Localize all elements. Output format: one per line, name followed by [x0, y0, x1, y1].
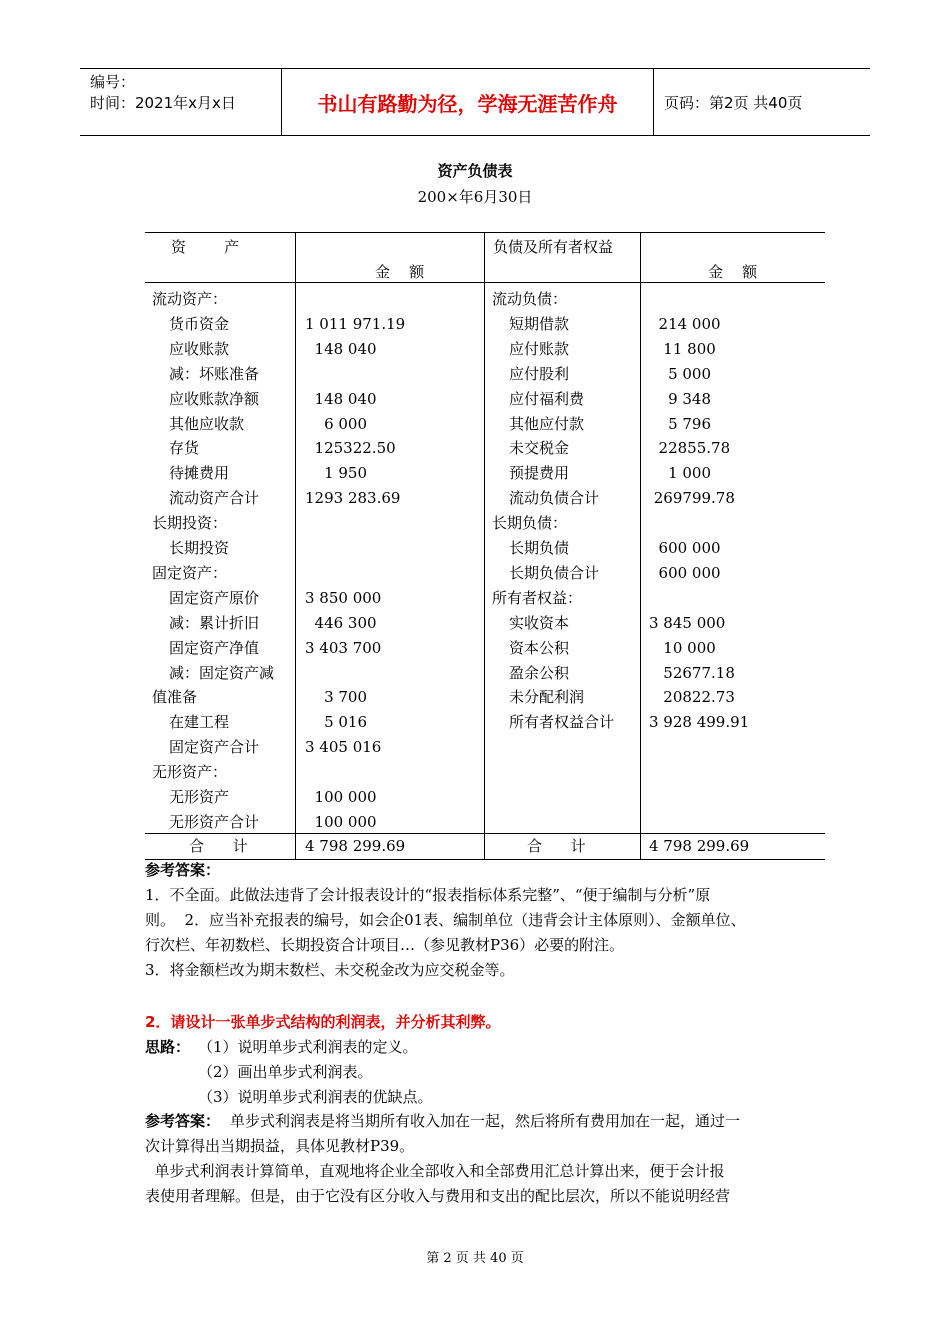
page-header [80, 68, 870, 136]
column-divider [295, 233, 296, 859]
right-row-label: 短期借款 [509, 314, 570, 333]
left-row-label: 应收账款 [169, 339, 230, 358]
left-row-amount: 446 300 [305, 613, 377, 632]
head-assets: 资 产 [171, 238, 240, 256]
left-row-amount: 3 403 700 [305, 638, 382, 657]
right-row-label: 长期负债合计 [509, 563, 600, 582]
head-liabilities-equity: 负债及所有者权益 [493, 238, 614, 256]
answer1-heading: 参考答案： [145, 861, 221, 879]
header-page-info: 页码：第2页 共40页 [664, 93, 803, 112]
left-row-amount: 3 850 000 [305, 588, 382, 607]
left-row-label: 货币资金 [169, 314, 230, 333]
thinking-label: 思路： [145, 1038, 191, 1056]
column-divider [484, 233, 485, 859]
left-row-label: 减：固定资产减 [169, 663, 275, 682]
answer1-line: 1．不全面。此做法违背了会计报表设计的“报表指标体系完整”、“便于编制与分析”原 [145, 886, 711, 904]
left-row-amount: 1293 283.69 [305, 489, 401, 508]
right-row-amount: 5 796 [649, 414, 712, 433]
total-right-amount: 4 798 299.69 [649, 837, 750, 855]
answer2-paragraph-line: 单步式利润表计算简单，直观地将企业全部收入和全部费用汇总计算出来，便于会计报 [145, 1162, 725, 1180]
left-row-label: 长期投资： [152, 514, 228, 533]
right-row-label: 所有者权益： [492, 588, 583, 607]
total-left-amount: 4 798 299.69 [305, 837, 406, 855]
left-row-amount: 148 040 [305, 339, 377, 358]
sheet-title: 资产负债表 [437, 162, 513, 180]
right-row-amount: 214 000 [649, 314, 721, 333]
header-motto: 书山有路勤为径，学海无涯苦作舟 [282, 69, 654, 135]
right-row-label: 预提费用 [509, 464, 570, 483]
left-row-label: 存货 [169, 439, 200, 458]
left-row-label: 固定资产净值 [169, 638, 260, 657]
left-row-amount: 125322.50 [305, 439, 396, 458]
answer2-label: 参考答案： [145, 1112, 221, 1130]
right-row-label: 实收资本 [509, 613, 570, 632]
left-row-label: 无形资产 [169, 788, 230, 806]
answer2-line: 次计算得出当期损益，具体见教材P39。 [145, 1137, 415, 1155]
left-row-label: 流动资产合计 [169, 489, 260, 508]
left-row-label: 减：坏账准备 [169, 364, 260, 383]
left-row-amount: 1 011 971.19 [305, 314, 406, 333]
right-row-label: 长期负债： [492, 514, 568, 533]
right-row-amount: 3 845 000 [649, 613, 726, 632]
right-row-label: 未分配利润 [509, 688, 585, 707]
right-row-label: 流动负债： [492, 290, 568, 308]
right-row-label: 应付福利费 [509, 389, 585, 408]
answer2-line: 单步式利润表是将当期所有收入加在一起，然后将所有费用加在一起，通过一 [230, 1112, 741, 1130]
thinking-step: （1）说明单步式利润表的定义。 [198, 1038, 418, 1056]
right-row-label: 应付账款 [509, 339, 570, 358]
right-row-label: 未交税金 [509, 439, 570, 458]
balance-sheet-table [145, 232, 825, 860]
head-amount-right: 金 额 [708, 263, 758, 281]
sheet-date: 200×年6月30日 [417, 188, 533, 206]
left-row-amount: 3 700 [305, 688, 368, 707]
header-meta [80, 69, 282, 135]
left-row-label: 固定资产： [152, 563, 228, 582]
left-row-label: 应收账款净额 [169, 389, 260, 408]
right-row-amount: 3 928 499.91 [649, 713, 750, 732]
right-row-amount: 11 800 [649, 339, 716, 358]
right-row-label: 所有者权益合计 [509, 713, 615, 732]
right-row-amount: 20822.73 [649, 688, 735, 707]
right-row-label: 资本公积 [509, 638, 570, 657]
right-row-amount: 600 000 [649, 563, 721, 582]
thinking-step: （3）说明单步式利润表的优缺点。 [198, 1088, 433, 1106]
answer2-paragraph-line: 表使用者理解。但是，由于它没有区分收入与费用和支出的配比层次，所以不能说明经营 [145, 1187, 731, 1205]
right-row-amount: 5 000 [649, 364, 712, 383]
right-row-label: 盈余公积 [509, 663, 570, 682]
head-amount-left: 金 额 [375, 263, 425, 281]
left-row-label: 长期投资 [169, 539, 230, 557]
header-divider [145, 282, 825, 283]
right-row-amount: 269799.78 [649, 489, 735, 508]
left-row-amount: 100 000 [305, 812, 377, 831]
left-row-amount: 3 405 016 [305, 738, 382, 757]
total-left-label: 合 计 [189, 837, 248, 855]
left-row-label: 值准备 [152, 688, 198, 707]
question2-title: 2．请设计一张单步式结构的利润表，并分析其利弊。 [145, 1013, 501, 1031]
right-row-amount: 600 000 [649, 539, 721, 557]
right-row-amount: 22855.78 [649, 439, 731, 458]
right-row-label: 长期负债 [509, 539, 570, 557]
left-row-amount: 5 016 [305, 713, 368, 732]
page-footer: 第 2 页 共 40 页 [426, 1251, 524, 1266]
left-row-label: 无形资产合计 [169, 812, 260, 831]
left-row-label: 无形资产： [152, 763, 228, 782]
left-row-amount: 100 000 [305, 788, 377, 806]
left-row-label: 固定资产合计 [169, 738, 260, 757]
left-row-amount: 1 950 [305, 464, 368, 483]
answer1-line: 则。 2．应当补充报表的编号，如会企01表、编制单位（违背会计主体原则）、金额单位、 [145, 911, 746, 929]
thinking-step: （2）画出单步式利润表。 [198, 1063, 373, 1081]
right-row-amount: 10 000 [649, 638, 716, 657]
date-label: 时间：2021年x月x日 [90, 94, 236, 112]
left-row-label: 固定资产原价 [169, 588, 260, 607]
right-row-label: 其他应付款 [509, 414, 585, 433]
left-row-label: 流动资产： [152, 290, 228, 308]
total-divider [145, 833, 825, 834]
answer1-line: 3．将金额栏改为期末数栏、未交税金改为应交税金等。 [145, 961, 515, 979]
answer1-line: 行次栏、年初数栏、长期投资合计项目…（参见教材P36）必要的附注。 [145, 936, 625, 954]
left-row-amount: 148 040 [305, 389, 377, 408]
left-row-label: 待摊费用 [169, 464, 230, 483]
left-row-label: 在建工程 [169, 713, 230, 732]
total-right-label: 合 计 [527, 837, 586, 855]
number-label: 编号： [90, 73, 136, 91]
left-row-label: 其他应收款 [169, 414, 245, 433]
right-row-label: 流动负债合计 [509, 489, 600, 508]
left-row-label: 减：累计折旧 [169, 613, 260, 632]
right-row-amount: 1 000 [649, 464, 712, 483]
right-row-label: 应付股利 [509, 364, 570, 383]
right-row-amount: 52677.18 [649, 663, 735, 682]
right-row-amount: 9 348 [649, 389, 712, 408]
column-divider [640, 233, 641, 859]
left-row-amount: 6 000 [305, 414, 368, 433]
